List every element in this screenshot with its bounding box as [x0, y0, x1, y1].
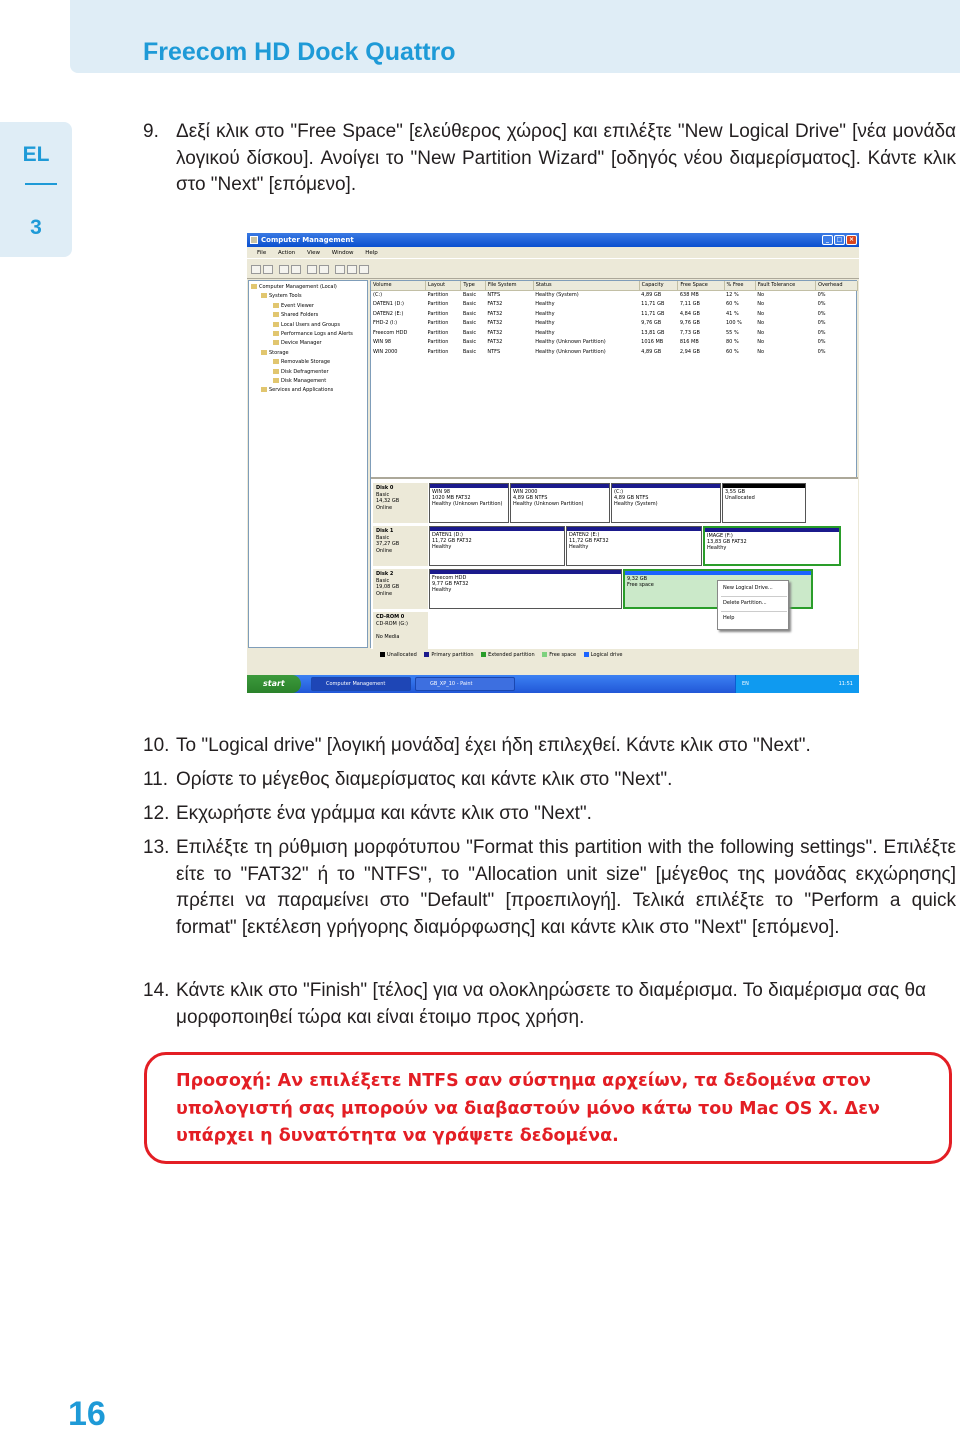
taskbar-item[interactable]: Computer Management: [311, 677, 411, 691]
table-cell: 9,76 GB: [641, 320, 662, 327]
table-cell: Basic: [462, 348, 477, 355]
table-cell: Partition: [427, 292, 449, 298]
free-space-block[interactable]: 9,32 GB Free space: [623, 569, 813, 609]
help-icon[interactable]: [319, 265, 329, 274]
table-cell: No: [757, 329, 765, 336]
table-cell: 816 MB: [679, 339, 699, 346]
folder-icon: [273, 312, 279, 317]
table-cell: Basic: [462, 339, 477, 346]
step-text: Εκχωρήστε ένα γράμμα και κάντε κλικ στο "Next".: [176, 803, 592, 824]
disk-management-icon: [273, 378, 279, 383]
partition-block[interactable]: WIN 98 1020 MB FAT32 Healthy (Unknown Partition): [429, 483, 509, 523]
table-cell: 9,76 GB: [679, 320, 700, 327]
table-cell: DATEN1 (D:): [373, 301, 404, 308]
menu-file[interactable]: File: [257, 250, 267, 256]
step-13: [143, 835, 956, 941]
table-cell: 7,73 GB: [679, 329, 700, 336]
column-header[interactable]: % Free: [724, 281, 755, 290]
table-cell: 80 %: [726, 339, 739, 346]
tools-icon: [261, 293, 267, 298]
properties-icon[interactable]: [307, 265, 317, 274]
table-row[interactable]: [371, 338, 858, 348]
step-text: Επιλέξτε τη ρύθμιση μορφότυπου "Format this partition with the following settings". Επιλέξτε είτε το "FAT32" ή το "NTFS", το "Allocation unit size" [μέγεθος της μονάδας εκχώρησης] πρέπει να παραμείνει στο "Default" [προεπιλογή]. Τελικά επιλέξτε το "Perform a quick format" [εκτέλεση γρήγορης διαμόρφωσης] και κάντε κλικ στο "Next" [επόμενο].: [176, 837, 956, 938]
table-cell: Healthy: [535, 329, 555, 336]
step-number: 9.: [143, 121, 159, 142]
partition-block[interactable]: DATEN2 (E:) 11,72 GB FAT32 Healthy: [566, 526, 702, 566]
table-cell: FHD-2 (I:): [373, 320, 398, 327]
table-cell: 7,11 GB: [679, 301, 700, 308]
maximize-icon[interactable]: □: [834, 235, 845, 245]
legend-swatch: [481, 652, 486, 657]
step-11: [143, 767, 956, 794]
app-icon: [250, 236, 258, 244]
menu-action[interactable]: Action: [277, 250, 296, 256]
step-text: Το "Logical drive" [λογική μονάδα] έχει ήδη επιλεχθεί. Κάντε κλικ στο "Next".: [176, 735, 811, 756]
tree-item[interactable]: Disk Defragmenter: [249, 368, 367, 377]
tree-item[interactable]: Event Viewer: [249, 302, 367, 311]
table-cell: 60 %: [726, 348, 739, 355]
tree-item[interactable]: Local Users and Groups: [249, 321, 367, 330]
tree-item[interactable]: Computer Management (Local): [249, 283, 367, 292]
table-cell: 0%: [817, 292, 826, 298]
forward-icon[interactable]: [263, 265, 273, 274]
step-10: [143, 733, 956, 760]
column-header[interactable]: Layout: [426, 281, 461, 290]
step-9: [143, 119, 956, 199]
up-icon[interactable]: [279, 265, 289, 274]
table-cell: 11,71 GB: [641, 301, 665, 308]
table-cell: No: [757, 320, 765, 327]
system-tray: [735, 675, 859, 693]
partition-block[interactable]: DATEN1 (D:) 11,72 GB FAT32 Healthy: [429, 526, 565, 566]
defragmenter-icon: [273, 369, 279, 374]
window-title: Computer Management: [261, 236, 354, 244]
table-cell: Partition: [427, 348, 449, 355]
table-cell: Healthy: [535, 301, 555, 308]
export-icon[interactable]: [347, 265, 357, 274]
partition-block[interactable]: 3,55 GB Unallocated: [722, 483, 806, 523]
partition-block[interactable]: Freecom HDD 9,77 GB FAT32 Healthy: [429, 569, 622, 609]
minimize-icon[interactable]: _: [822, 235, 833, 245]
clock: 11:51: [838, 681, 853, 687]
table-cell: No: [757, 348, 765, 355]
table-cell: Basic: [462, 320, 477, 327]
tree-item[interactable]: Performance Logs and Alerts: [249, 330, 367, 339]
table-cell: No: [757, 301, 765, 308]
step-text: Κάντε κλικ στο "Finish" [τέλος] για να ολοκληρώσετε το διαμέρισμα. Το διαμέρισμα σας θα μορφοποιηθεί τώρα και είναι έτοιμο προς χρήση.: [176, 980, 926, 1028]
volume-table: [371, 281, 858, 357]
page-number: 16: [68, 1395, 106, 1433]
table-cell: 60 %: [726, 301, 739, 308]
step-number: 10.: [143, 735, 170, 756]
menu-item-delete-partition[interactable]: Delete Partition...: [723, 600, 767, 606]
table-cell: FAT32: [487, 320, 503, 327]
tree-item[interactable]: System Tools: [249, 292, 367, 301]
table-cell: WIN 98: [373, 339, 392, 346]
step-number: 11.: [143, 769, 169, 790]
table-cell: 100 %: [726, 320, 742, 327]
table-cell: 0%: [817, 320, 826, 327]
table-cell: Basic: [462, 310, 477, 317]
disk-row: [371, 483, 858, 523]
tree-item[interactable]: Services and Applications: [249, 386, 367, 395]
services-icon: [261, 387, 267, 392]
table-cell: DATEN2 (E:): [373, 310, 404, 317]
menu-bar: [247, 248, 859, 258]
table-cell: 638 MB: [679, 292, 699, 298]
column-header[interactable]: Capacity: [639, 281, 678, 290]
table-cell: Healthy (Unknown Partition): [535, 339, 606, 346]
table-cell: Partition: [427, 339, 449, 346]
table-cell: 0%: [817, 339, 826, 346]
table-cell: 0%: [817, 301, 826, 308]
table-cell: No: [757, 339, 765, 346]
table-cell: (C:): [373, 292, 383, 298]
taskbar: [247, 675, 859, 693]
document-title: Freecom HD Dock Quattro: [143, 38, 456, 66]
table-cell: NTFS: [487, 292, 501, 298]
console-tree: [248, 280, 368, 648]
table-cell: 4,89 GB: [641, 348, 662, 355]
table-cell: Partition: [427, 301, 449, 308]
removable-storage-icon: [273, 359, 279, 364]
table-cell: Healthy: [535, 310, 555, 317]
table-cell: Partition: [427, 329, 449, 336]
tree-item[interactable]: Storage: [249, 349, 367, 358]
menu-item-help[interactable]: Help: [723, 615, 735, 621]
menu-window[interactable]: Window: [331, 250, 354, 256]
column-header[interactable]: File System: [485, 281, 533, 290]
menu-separator: [721, 596, 787, 597]
table-cell: 1016 MB: [641, 339, 664, 346]
table-cell: No: [757, 310, 765, 317]
menu-item-new-logical-drive[interactable]: New Logical Drive...: [723, 585, 773, 591]
step-12: [143, 801, 956, 828]
step-text: Δεξί κλικ στο "Free Space" [ελεύθερος χώρος] και επιλέξτε "New Logical Drive" [νέα μονάδα λογικού δίσκου]. Ανοίγει το "New Partition Wizard" [οδηγός νέου διαμερίσματος]. Κάντε κλικ στο "Next" [επόμενο].: [176, 121, 956, 195]
table-row[interactable]: [371, 328, 858, 338]
legend-swatch: [542, 652, 547, 657]
column-header[interactable]: Volume: [371, 281, 426, 290]
table-cell: Basic: [462, 301, 477, 308]
table-cell: 4,84 GB: [679, 310, 700, 317]
table-cell: 41 %: [726, 310, 739, 317]
table-cell: Partition: [427, 310, 449, 317]
device-manager-icon: [273, 340, 279, 345]
refresh-icon[interactable]: [335, 265, 345, 274]
table-cell: FAT32: [487, 339, 503, 346]
table-row[interactable]: [371, 300, 858, 310]
column-header[interactable]: Overhead: [816, 281, 858, 290]
settings-icon[interactable]: [359, 265, 369, 274]
tab-divider: [25, 183, 57, 185]
table-cell: 0%: [817, 329, 826, 336]
table-cell: FAT32: [487, 310, 503, 317]
table-cell: 4,89 GB: [641, 292, 662, 298]
table-cell: Basic: [462, 292, 477, 298]
table-cell: 2,94 GB: [679, 348, 700, 355]
window-title-bar: [247, 233, 859, 247]
step-number: 14.: [143, 980, 170, 1001]
table-row[interactable]: [371, 309, 858, 319]
tree-item[interactable]: Device Manager: [249, 339, 367, 348]
table-cell: 0%: [817, 310, 826, 317]
disk-label[interactable]: Disk 2 Basic 19,08 GB Online: [373, 569, 428, 609]
cdrom-label[interactable]: CD-ROM 0 CD-ROM (G:) No Media: [373, 612, 428, 652]
table-cell: 55 %: [726, 329, 739, 336]
table-cell: 12 %: [726, 292, 739, 298]
column-header[interactable]: Fault Tolerance: [755, 281, 815, 290]
table-row[interactable]: [371, 347, 858, 357]
table-cell: NTFS: [487, 348, 501, 355]
language-indicator[interactable]: EN: [742, 681, 749, 687]
partition-block[interactable]: WIN 2000 4,89 GB NTFS Healthy (Unknown Partition): [510, 483, 610, 523]
table-row[interactable]: [371, 290, 858, 300]
step-number: 12.: [143, 803, 170, 824]
disk-label[interactable]: Disk 1 Basic 37,27 GB Online: [373, 526, 428, 566]
column-header[interactable]: Free Space: [678, 281, 724, 290]
table-cell: WIN 2000: [373, 348, 398, 355]
legend: Unallocated Primary partition Extended partition Free space Logical drive: [370, 649, 857, 661]
tree-item[interactable]: Shared Folders: [249, 311, 367, 320]
event-viewer-icon: [273, 303, 279, 308]
warning-text: Προσοχή: Αν επιλέξετε NTFS σαν σύστημα αρχείων, τα δεδομένα στον υπολογιστή σας μπορούν να διαβαστούν μόνο κάτω του Mac OS X. Δεν υπάρχει η δυνατότητα να γράψετε δεδομένα.: [176, 1071, 880, 1146]
chapter-number: 3: [30, 216, 42, 239]
performance-icon: [273, 331, 279, 336]
column-header[interactable]: Type: [461, 281, 486, 290]
table-cell: Freecom HDD: [373, 329, 408, 336]
context-menu: [717, 580, 789, 630]
table-cell: 0%: [817, 348, 826, 355]
users-icon: [273, 322, 279, 327]
back-icon[interactable]: [251, 265, 261, 274]
language-code: EL: [22, 143, 50, 166]
menu-view[interactable]: View: [306, 250, 321, 256]
tree-item[interactable]: Disk Management: [249, 377, 367, 386]
legend-swatch: [584, 652, 589, 657]
toolbar: [247, 258, 859, 279]
partition-block[interactable]: (C:) 4,89 GB NTFS Healthy (System): [611, 483, 721, 523]
storage-icon: [261, 350, 267, 355]
menu-help[interactable]: Help: [365, 250, 378, 256]
tree-item[interactable]: Removable Storage: [249, 358, 367, 367]
step-number: 13.: [143, 837, 170, 858]
disk-row: [371, 526, 858, 566]
computer-icon: [251, 284, 257, 289]
table-cell: Healthy (System): [535, 292, 579, 298]
table-cell: Partition: [427, 320, 449, 327]
disk-label[interactable]: Disk 0 Basic 14,32 GB Online: [373, 483, 428, 523]
table-row[interactable]: [371, 319, 858, 329]
step-14: [143, 978, 956, 1031]
column-header[interactable]: Status: [533, 281, 639, 290]
legend-swatch: [424, 652, 429, 657]
computer-management-screenshot: [247, 233, 859, 693]
menu-separator: [721, 611, 787, 612]
table-cell: No: [757, 292, 765, 298]
show-tree-icon[interactable]: [291, 265, 301, 274]
table-cell: FAT32: [487, 301, 503, 308]
table-cell: Healthy (Unknown Partition): [535, 348, 606, 355]
legend-swatch: [380, 652, 385, 657]
table-cell: 13,81 GB: [641, 329, 665, 336]
taskbar-item[interactable]: GB_XP_10 - Paint: [415, 677, 515, 691]
start-button[interactable]: start: [247, 675, 301, 693]
step-text: Ορίστε το μέγεθος διαμερίσματος και κάντε κλικ στο "Next".: [176, 769, 673, 790]
table-cell: Basic: [462, 329, 477, 336]
close-icon[interactable]: ×: [846, 235, 857, 245]
table-header-row: [371, 281, 858, 290]
partition-block[interactable]: IMAGE (F:) 13,83 GB FAT32 Healthy: [703, 526, 841, 566]
table-cell: FAT32: [487, 329, 503, 336]
table-cell: 11,71 GB: [641, 310, 665, 317]
table-cell: Healthy: [535, 320, 555, 327]
